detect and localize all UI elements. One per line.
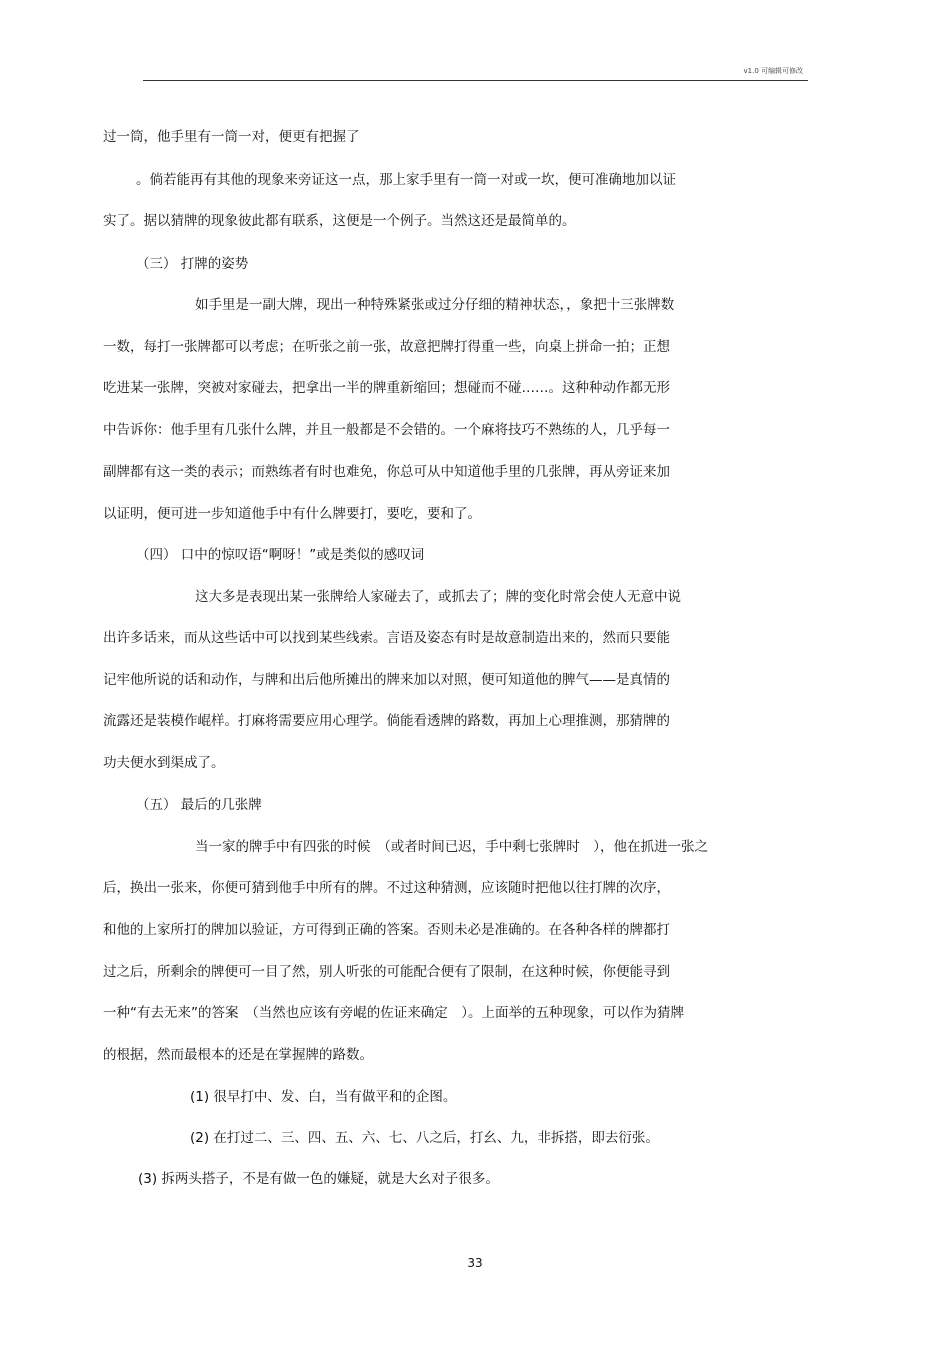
list-item: (3) 拆两头搭子，不是有做一色的嫌疑，就是大幺对子很多。 bbox=[138, 1171, 499, 1187]
list-item: (1) 很早打中、发、白，当有做平和的企图。 bbox=[190, 1089, 457, 1105]
text-line: 和他的上家所打的牌加以验证，方可得到正确的答案。否则未必是准确的。在各种各样的牌都打 bbox=[103, 922, 670, 938]
text-line: 中告诉你：他手里有几张什么牌，并且一般都是不会错的。一个麻将技巧不熟练的人，几乎每一 bbox=[103, 422, 670, 438]
text-line: 出许多话来，而从这些话中可以找到某些线索。言语及姿态有时是故意制造出来的，然而只要能 bbox=[103, 630, 670, 646]
text-line: 的根据，然而最根本的还是在掌握牌的路数。 bbox=[103, 1047, 373, 1063]
text-line: 以证明，便可进一步知道他手中有什么牌要打，要吃，要和了。 bbox=[103, 506, 481, 522]
text-line: 吃进某一张牌，突被对家碰去，把拿出一半的牌重新缩回；想碰而不碰……。这种种动作都无形 bbox=[103, 380, 670, 396]
text-line: 过一筒，他手里有一筒一对，便更有把握了 bbox=[103, 129, 360, 145]
text-line: 过之后，所剩余的牌便可一目了然，别人听张的可能配合便有了限制，在这种时候，你便能寻到 bbox=[103, 964, 670, 980]
text-line: 这大多是表现出某一张牌给人家碰去了，或抓去了；牌的变化时常会使人无意中说 bbox=[195, 589, 681, 605]
text-line: 后，换出一张来，你便可猜到他手中所有的牌。不过这种猜测，应该随时把他以往打牌的次序， bbox=[103, 880, 670, 896]
section-heading: （四） 口中的惊叹语“啊呀！”或是类似的感叹词 bbox=[136, 547, 425, 563]
text-line: 副牌都有这一类的表示；而熟练者有时也难免，你总可从中知道他手里的几张牌，再从旁证来加 bbox=[103, 464, 670, 480]
text-line: 当一家的牌手中有四张的时候 （或者时间已迟，手中剩七张牌时 ），他在抓进一张之 bbox=[195, 839, 708, 855]
text-line: 流露还是装模作崐样。打麻将需要应用心理学。倘能看透牌的路数，再加上心理推测，那猜牌的 bbox=[103, 713, 670, 729]
text-line: 。倘若能再有其他的现象来旁证这一点，那上家手里有一筒一对或一坎，便可准确地加以证 bbox=[136, 172, 676, 188]
section-heading: （五） 最后的几张牌 bbox=[136, 797, 262, 813]
header-note: v1.0 可编辑可修改 bbox=[743, 67, 803, 75]
text-line: 记牢他所说的话和动作，与牌和出后他所摊出的牌来加以对照，便可知道他的脾气——是真情的 bbox=[103, 672, 670, 688]
page-number: 33 bbox=[467, 1256, 483, 1270]
header-divider bbox=[143, 80, 808, 81]
text-line: 实了。据以猜牌的现象彼此都有联系，这便是一个例子。当然这还是最简单的。 bbox=[103, 213, 576, 229]
section-heading: （三） 打牌的姿势 bbox=[136, 256, 249, 272]
text-line: 功夫便水到渠成了。 bbox=[103, 755, 225, 771]
text-line: 一数，每打一张牌都可以考虑；在听张之前一张，故意把牌打得重一些，向桌上拼命一拍；正想 bbox=[103, 339, 670, 355]
text-line: 如手里是一副大牌，现出一种特殊紧张或过分仔细的精神状态，，象把十三张牌数 bbox=[195, 297, 675, 313]
list-item: (2) 在打过二、三、四、五、六、七、八之后，打幺、九，非拆搭，即去衍张。 bbox=[190, 1130, 659, 1146]
text-line: 一种“有去无来”的答案 （当然也应该有旁崐的佐证来确定 ）。上面举的五种现象，可以作为猜牌 bbox=[103, 1005, 684, 1021]
